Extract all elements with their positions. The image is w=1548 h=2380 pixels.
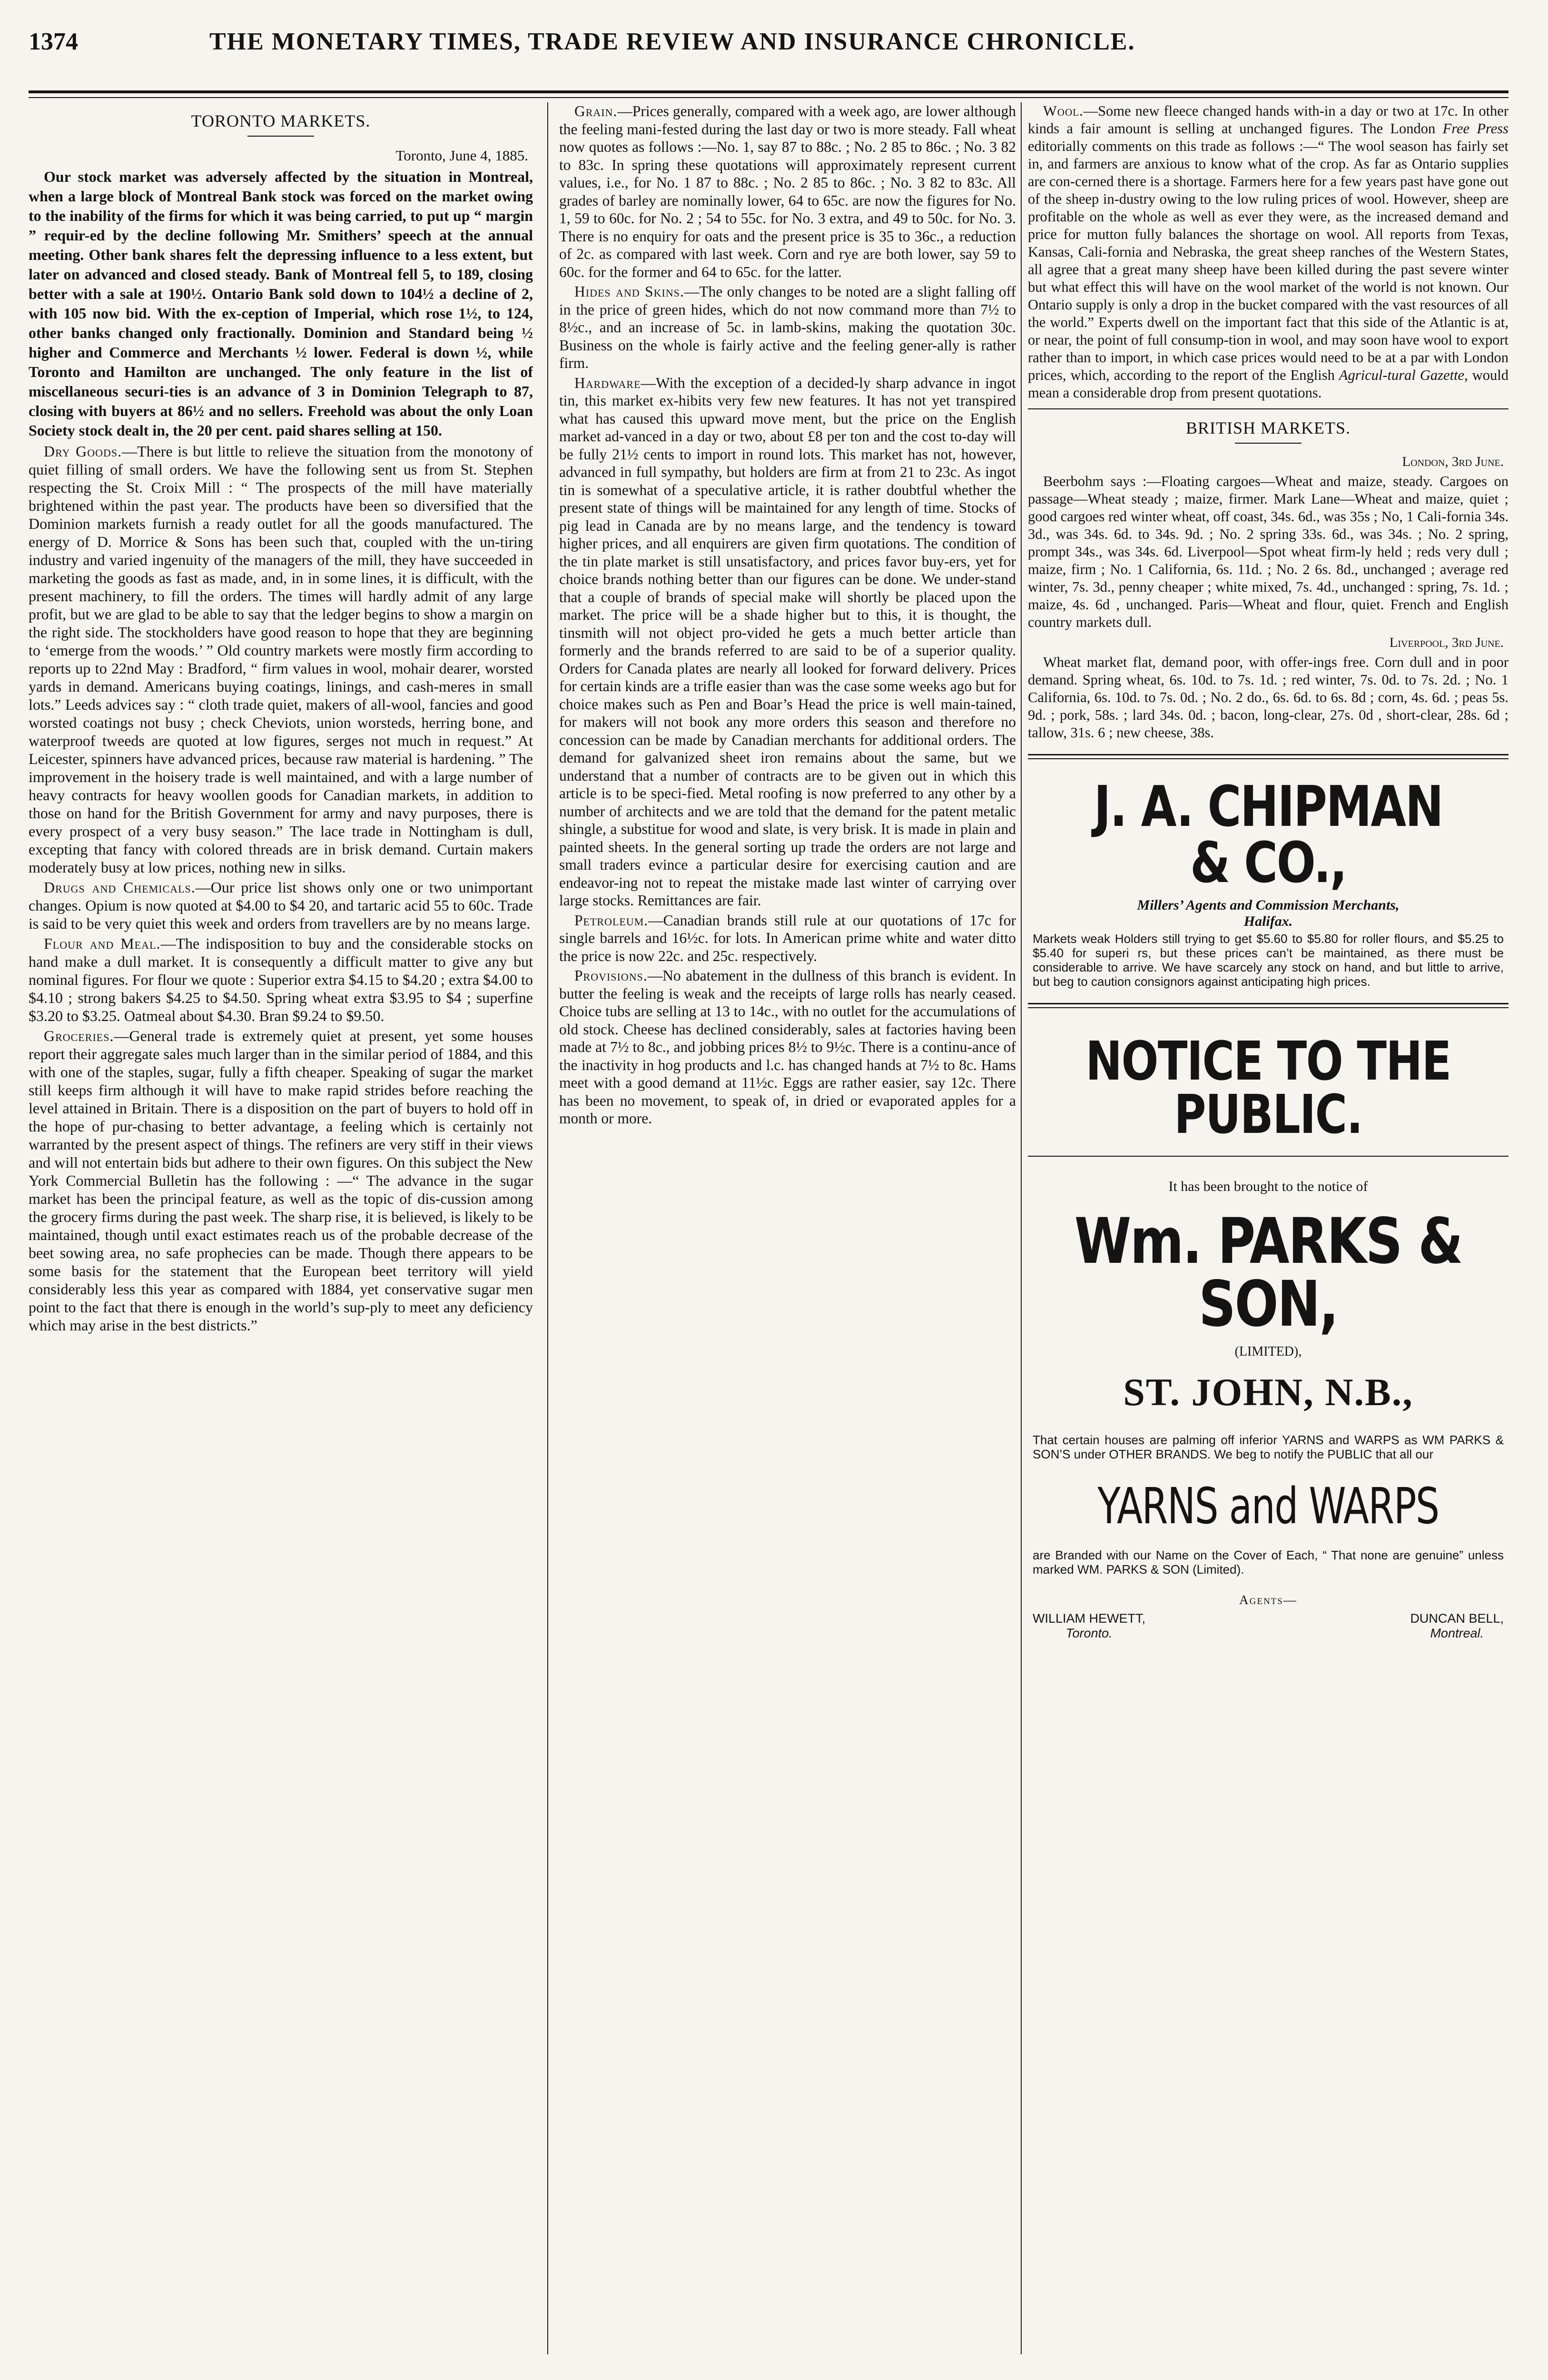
chipman-advert-name: J. A. CHIPMAN & CO., [1094,774,1443,895]
toronto-markets-heading: TORONTO MARKETS. [191,111,371,130]
provisions-label: Provisions. [574,967,648,984]
drugs-label: Drugs and Chemicals. [44,879,196,896]
journal-title: THE MONETARY TIMES, TRADE REVIEW AND INSURANCE CHRONICLE. [209,28,1135,55]
agent-city: Toronto. [1065,1626,1113,1640]
drugs-paragraph [29,878,533,932]
heading-rule [247,136,314,137]
petroleum-text: —Canadian brands still rule at our quotations of 17c for single barrels and 16½c. for lots. In American prime white and water ditto the price is now 22c. and 25c. respectively. [559,912,1016,964]
agent-name: WILLIAM HEWETT, [1033,1611,1146,1626]
wool-paragraph [1028,102,1509,402]
hides-label: Hides and Skins. [574,283,684,300]
liverpool-paragraph: Wheat market flat, demand poor, with offer-ings free. Corn dull and in poor demand. Spring wheat, 6s. 10d. to 7s. 1d. ; red winter, 7s. 0d. to 7s. 2d. ; No. 1 California, 6s. 10d. to 7s. 0d. ; No. 2 do., 6s. 6d. to 6s. 8d ; corn, 4s. 6d. ; peas 5s. 9d. ; pork, 58s. ; lard 34s. 0d. ; bacon, long-clear, 27s. 0d , short-clear, 28s. 6d ; tallow, 31s. 6 ; new cheese, 38s. [1028,654,1509,741]
dry-goods-label: Dry Goods. [44,443,122,460]
parks-city: ST. JOHN, N.B., [1123,1370,1413,1414]
dry-goods-text: —There is but little to relieve the situation from the monotony of quiet filling of small orders. We have the following sent us from St. Stephen respecting the St. Croix Mill : “ The prospects of the mill have materially brightened within the past year. The products have been so diversified that the Dominion markets furnish a ready outlet for all the goods manufactured. The energy of D. Morrice & Sons has been such that, coupled with the un-tiring industry and varied ingenuity of the managers of the mill, they have succeeded in marketing the goods as fast as made, and, in in some lines, it is difficult, with the present machinery, to fill the orders. The times will hardly admit of any large profit, but we are glad to be able to say that the ledger begins to show a margin on the right side. The stockholders have good reason to hope that they are beginning to ‘emerge from the woods.’ ” Old country markets were mostly firm according to reports up to 22nd May : Bradford, “ firm values in wool, mohair dearer, worsted yards in demand. Americans buying coatings, linings, and cash-meres in small lots.” Leeds advices say : “ cloth trade quiet, makers of all-wool, fancies and good worsted coatings not busy ; check Cheviots, union worsteds, herring bone, and waterproof tweeds are quoted at low figures, serges not much in request.” At Leicester, spinners have advanced prices, because raw material is hardening. ” The improvement in the hoisery trade is well maintained, and with a large number of heavy contracts for heavy woollen goods for Canadian markets, in addition to those on hand for the British Government for army and navy purposes, there is every prospect of a very busy season.” The lace trade in Nottingham is dull, excepting that fancy with colored threads are in brisk demand. Curtain makers moderately busy at low prices, nothing new in silks. [29,443,533,876]
header-rule-thick [29,90,1509,93]
agents-row [1028,1611,1509,1641]
provisions-paragraph [559,967,1016,1128]
petroleum-label: Petroleum. [574,912,649,929]
wool-label: Wool. [1043,103,1084,119]
flour-label: Flour and Meal. [44,935,161,952]
hardware-label: Hardware [574,374,641,391]
agent-bell [1410,1611,1504,1641]
stock-market-paragraph: Our stock market was adversely affected by the situation in Montreal, when a large block of Montreal Bank stock was forced on the market owing to the inability of the firms for which it was being carried, to put up “ margin ” requir-ed by the decline following Mr. Smithers’ speech at the annual meeting. Other bank shares felt the depressing influence to a less extent, but later on advanced and closed steady. Bank of Montreal fell 5, to 189, closing better with a sale at 190½. Ontario Bank sold down to 104½ a decline of 2, with 105 now bid. With the ex-ception of Imperial, which rose 1½, to 124, other banks changed only fractionally. Dominion and Standard being ½ higher and Commerce and Merchants ½ lower. Federal is down ½, while Toronto and Hamilton are unchanged. The only feature in the list of miscellaneous securi-ties is an advance of 3 in Dominion Telegraph to 87, closing with buyers at 86½ and no sellers. Freehold was about the only Loan Society stock dealt in, the 20 per cent. paid shares selling at 150. [29,168,533,439]
free-press-title: Free Press [1442,120,1509,137]
toronto-dateline: Toronto, June 4, 1885. [395,147,528,164]
gazette-title: Agricul-tural Gazette [1339,367,1465,383]
chipman-city: Halifax. [1243,913,1293,929]
agent-hewett [1033,1611,1145,1641]
header-rule-thin [29,97,1509,98]
hides-paragraph [559,283,1016,372]
wool-text-post: , would mean a considerable drop from present quotations. [1028,367,1509,401]
grain-paragraph [559,102,1016,281]
notice-text: That certain houses are palming off inferior YARNS and WARPS as WM PARKS & SON’S under OTHER BRANDS. We beg to notify the PUBLIC that all our [1033,1433,1504,1461]
flour-text: —The indisposition to buy and the considerable stocks on hand make a dull market. It is consequently a difficult matter to give any but nominal figures. For flour we quote : Superior extra $4.15 to $4.20 ; extra $4.00 to $4.10 ; strong bakers $4.25 to $4.50. Spring wheat extra $3.95 to $4 ; superfine $3.20 to $3.25. Oatmeal about $4.30. Bran $9.24 to $9.50. [29,935,533,1024]
chipman-tagline: Millers’ Agents and Commission Merchants, [1137,897,1400,913]
advert-rule [1028,1003,1509,1008]
heading-rule [1235,443,1302,444]
grain-label: Grain. [574,103,618,119]
agents-label: Agents— [1239,1593,1297,1607]
section-rule [1028,408,1509,409]
advert-rule [1028,754,1509,759]
wool-text-mid: editorially comments on this trade as follows :—“ The wool season has fairly set in, and farmers are anxious to know what of the crop. As far as Ontario supplies are con-cerned there is a shortage. Farmers here for a few years past have gone out of the sheep in-dustry owing to the low ruling prices of wool. However, sheep are profitable on the whole as well as ever they were, as the increased demand and price for mutton fully balances the shortage on wool. All reports from Texas, Kansas, Cali-fornia and Nebraska, the great sheep ranches of the Western States, all agree that a great many sheep have been killed during the past severe winter but what effect this will have on the wool market of the world is not known. Our Ontario supply is only a drop in the bucket compared with the vast resources of all the world.” Experts dwell on the important fact that this side of the Atlantic is at, or near, the point of full consump-tion in wool, and may soon have wool to export rather than to import, in which case prices would need to be at a par with London prices, which, according to the report of the English [1028,138,1509,383]
british-markets-heading: BRITISH MARKETS. [1185,418,1351,437]
drugs-text: —Our price list shows only one or two unimportant changes. Opium is now quoted at $4.00 to $4 20, and tartaric acid 55 to 60c. Trade is said to be very quiet this week and orders from travellers are by no means large. [29,879,533,932]
groceries-paragraph [29,1027,533,1334]
dry-goods-paragraph [29,442,533,876]
yarns-warps-headline: YARNS and WARPS [1097,1477,1439,1535]
parks-firm-name: Wm. PARKS & SON, [1074,1205,1462,1341]
column-2 [559,102,1016,2364]
hides-text: —The only changes to be noted are a slight falling off in the price of green hides, which do not now command more than 7½ to 8½c., and an increase of 5c. in lamb-skins, making the quotation 30c. Business on the whole is fairly active and the feeling gener-ally is rather firm. [559,283,1016,371]
london-dateline: London, 3rd June. [1402,454,1504,469]
liverpool-dateline: Liverpool, 3rd June. [1389,635,1504,650]
parks-limited: (LIMITED), [1234,1344,1302,1359]
notice-text-2: are Branded with our Name on the Cover of Each, “ That none are genuine” unless marked WM. PARKS & SON (Limited). [1033,1548,1504,1577]
grain-text: —Prices generally, compared with a week ago, are lower although the feeling mani-fested during the last day or two is more steady. Fall wheat now quotes as follows :—No. 1, say 87 to 88c. ; No. 2 85 to 86c. ; No. 3 82 to 83c. In spring these quotations will approximately represent current values, i.e., for No. 1 87 to 88c. ; No. 2 85 to 86c. ; No. 3 82 to 83c. All grades of barley are nominally lower, 64 to 65c. are now the figures for No. 1, 59 to 60c. for No. 2 ; 54 to 55c. for No. 3 extra, and 49 to 50c. for No. 3. There is no enquiry for oats and the present price is 35 to 36c., a reduction of 2c. as compared with last week. Corn and rye are both lower, say 59 to 60c. for the former and 64 to 65c. for the latter. [559,103,1016,280]
wool-text-pre: —Some new fleece changed hands with-in a day or two at 17c. In other kinds a fair amount is selling at unchanged figures. The London [1028,103,1509,137]
chipman-advert-text: Markets weak Holders still trying to get $5.60 to $5.80 for roller flours, and $5.25 to $5.40 for superi rs, but these prices can’t be maintained, as there must be considerable to arrive. We have scarcely any stock on hand, and but little to arrive, but beg to caution consignors against anticipating high prices. [1033,932,1504,989]
page-header [29,24,1509,67]
column-divider [1021,102,1022,2354]
notice-brought-line: It has been brought to the notice of [1168,1179,1368,1194]
provisions-text: —No abatement in the dullness of this branch is evident. In butter the feeling is weak and the receipts of large rolls has nearly ceased. Choice tubs are selling at 13 to 14c., with no outlet for the accumulations of old stock. Cheese has declined considerably, sales at factories having been made at 7½ to 8c., and jobbing prices 8½ to 9½c. There is a continu-ance of the inactivity in hog products and l.c. has changed hands at 7½ to 8c. Hams meet with a good demand at 11½c. Eggs are rather easier, say 12c. There has been no movement, to speak of, in dried or evaporated apples for a month or more. [559,967,1016,1127]
hardware-text: —With the exception of a decided-ly sharp advance in ingot tin, this market ex-hibits very few new features. It has not yet transpired what has caused this upward move ment, but the price on the English market ad-vanced in a day or two, about £8 per ton and the cost to-day will be fully 21½ cents to import in round lots. This market has not, however, advanced in full sympathy, but holders are firm at from 21 to 23c. As ingot tin is somewhat of a speculative article, it is rather doubtful whether the present state of things will be maintained for any length of time. Stocks of pig lead in Canada are by no means large, and the tendency is toward higher prices, and all enquirers are given firm quotations. The condition of the tin plate market is still unsatisfactory, and prices favor buy-ers, yet for choice brands nothing better than our figures can be done. We under-stand that a couple of brands of special make will shortly be placed upon the market. The price will be a shade higher but to this, it is thought, the tinsmith will not object pro-vided he gets a much better article than formerly and the brands referred to are said to be of a superior quality. Orders for Canada plates are nearly all looked for forward delivery. Prices for certain kinds are a trifle easier than was the case some weeks ago but for choice makes such as Pen and Boar’s Head the price is well main-tained, for makers will not book any more orders this season and therefore no concession can be made by Canadian merchants for additional orders. The demand for galvanized sheet iron remains about the same, but we understand that a number of contracts are to be given out in which this article is to be speci-fied. Metal roofing is now preferred to any other by a number of architects and we are told that the demand for the patent metalic shingle, a substitue for wood and slate, is very brisk. It is made in plain and painted sheets. In the general sorting up trade the orders are not large and small traders evince a particular desire for exercising caution and are endeavor-ing not to repeat the mistake made last winter of carrying over large stocks. Remittances are fair. [559,374,1016,909]
petroleum-paragraph [559,912,1016,965]
notice-headline: NOTICE TO THE PUBLIC. [1085,1031,1451,1146]
agent-city: Montreal. [1430,1626,1484,1640]
london-paragraph: Beerbohm says :—Floating cargoes—Wheat and maize, steady. Cargoes on passage—Wheat steady ; maize, firmer. Mark Lane—Wheat and maize, quiet ; good cargoes red winter wheat, off coast, 34s. 6d., was 35s ; No, 1 Cali-fornia 34s. 3d., was 34s. 6d. to 34s. 9d. ; No. 2 spring 33s. 6d., was 34s. ; No. 2 spring, prompt 34s., was 34s. 6d. Liverpool—Spot wheat firm-ly held ; reds very dull ; maize, firm ; No. 1 California, 6s. 11d. ; No. 2 6s. 8d., unchanged ; average red winter, 7s. 3d., penny cheaper ; white mixed, 7s. 4d., unchanged : spring, 7s. 1d. ; maize, 4s. 6d , unchanged. Paris—Wheat and flour, quiet. French and English country markets dull. [1028,473,1509,630]
hardware-paragraph [559,374,1016,910]
flour-paragraph [29,934,533,1025]
column-1 [29,102,533,2364]
column-divider [547,102,548,2354]
agent-name: DUNCAN BELL, [1410,1611,1504,1626]
page-number: 1374 [29,28,78,55]
column-3 [1028,102,1509,2364]
groceries-text: —General trade is extremely quiet at present, yet some houses report their aggregate sales much larger than in the similar period of 1884, and this with one of the staples, sugar, fully a fifth cheaper. Speaking of sugar the market still keeps firm although it will have to make rapid strides before reaching the level attained in Britain. There is a disposition on the part of buyers to hold off in the hope of pur-chasing to better advantage, a feeling which is certainly not warranted by the present aspect of things. The refiners are very stiff in their views and will not entertain bids but adhere to their own figures. On this subject the New York Commercial Bulletin has the following : —“ The advance in the sugar market has been the principal feature, as well as the topic of dis-cussion among the grocery firms during the past week. The sharp rise, it is believed, is likely to be maintained, though until exact estimates reach us of the probable decrease of the beet sowing area, no safe prophecies can be made. Though there appears to be some basis for the statement that the European beet territory will yield considerably less this year as compared with 1884, yet conservative sugar men point to the fact that there is enough in the world’s sup-ply to meet any deficiency which may arise in the best districts.” [29,1027,533,1334]
notice-rule [1028,1156,1509,1157]
groceries-label: Groceries. [44,1027,114,1044]
